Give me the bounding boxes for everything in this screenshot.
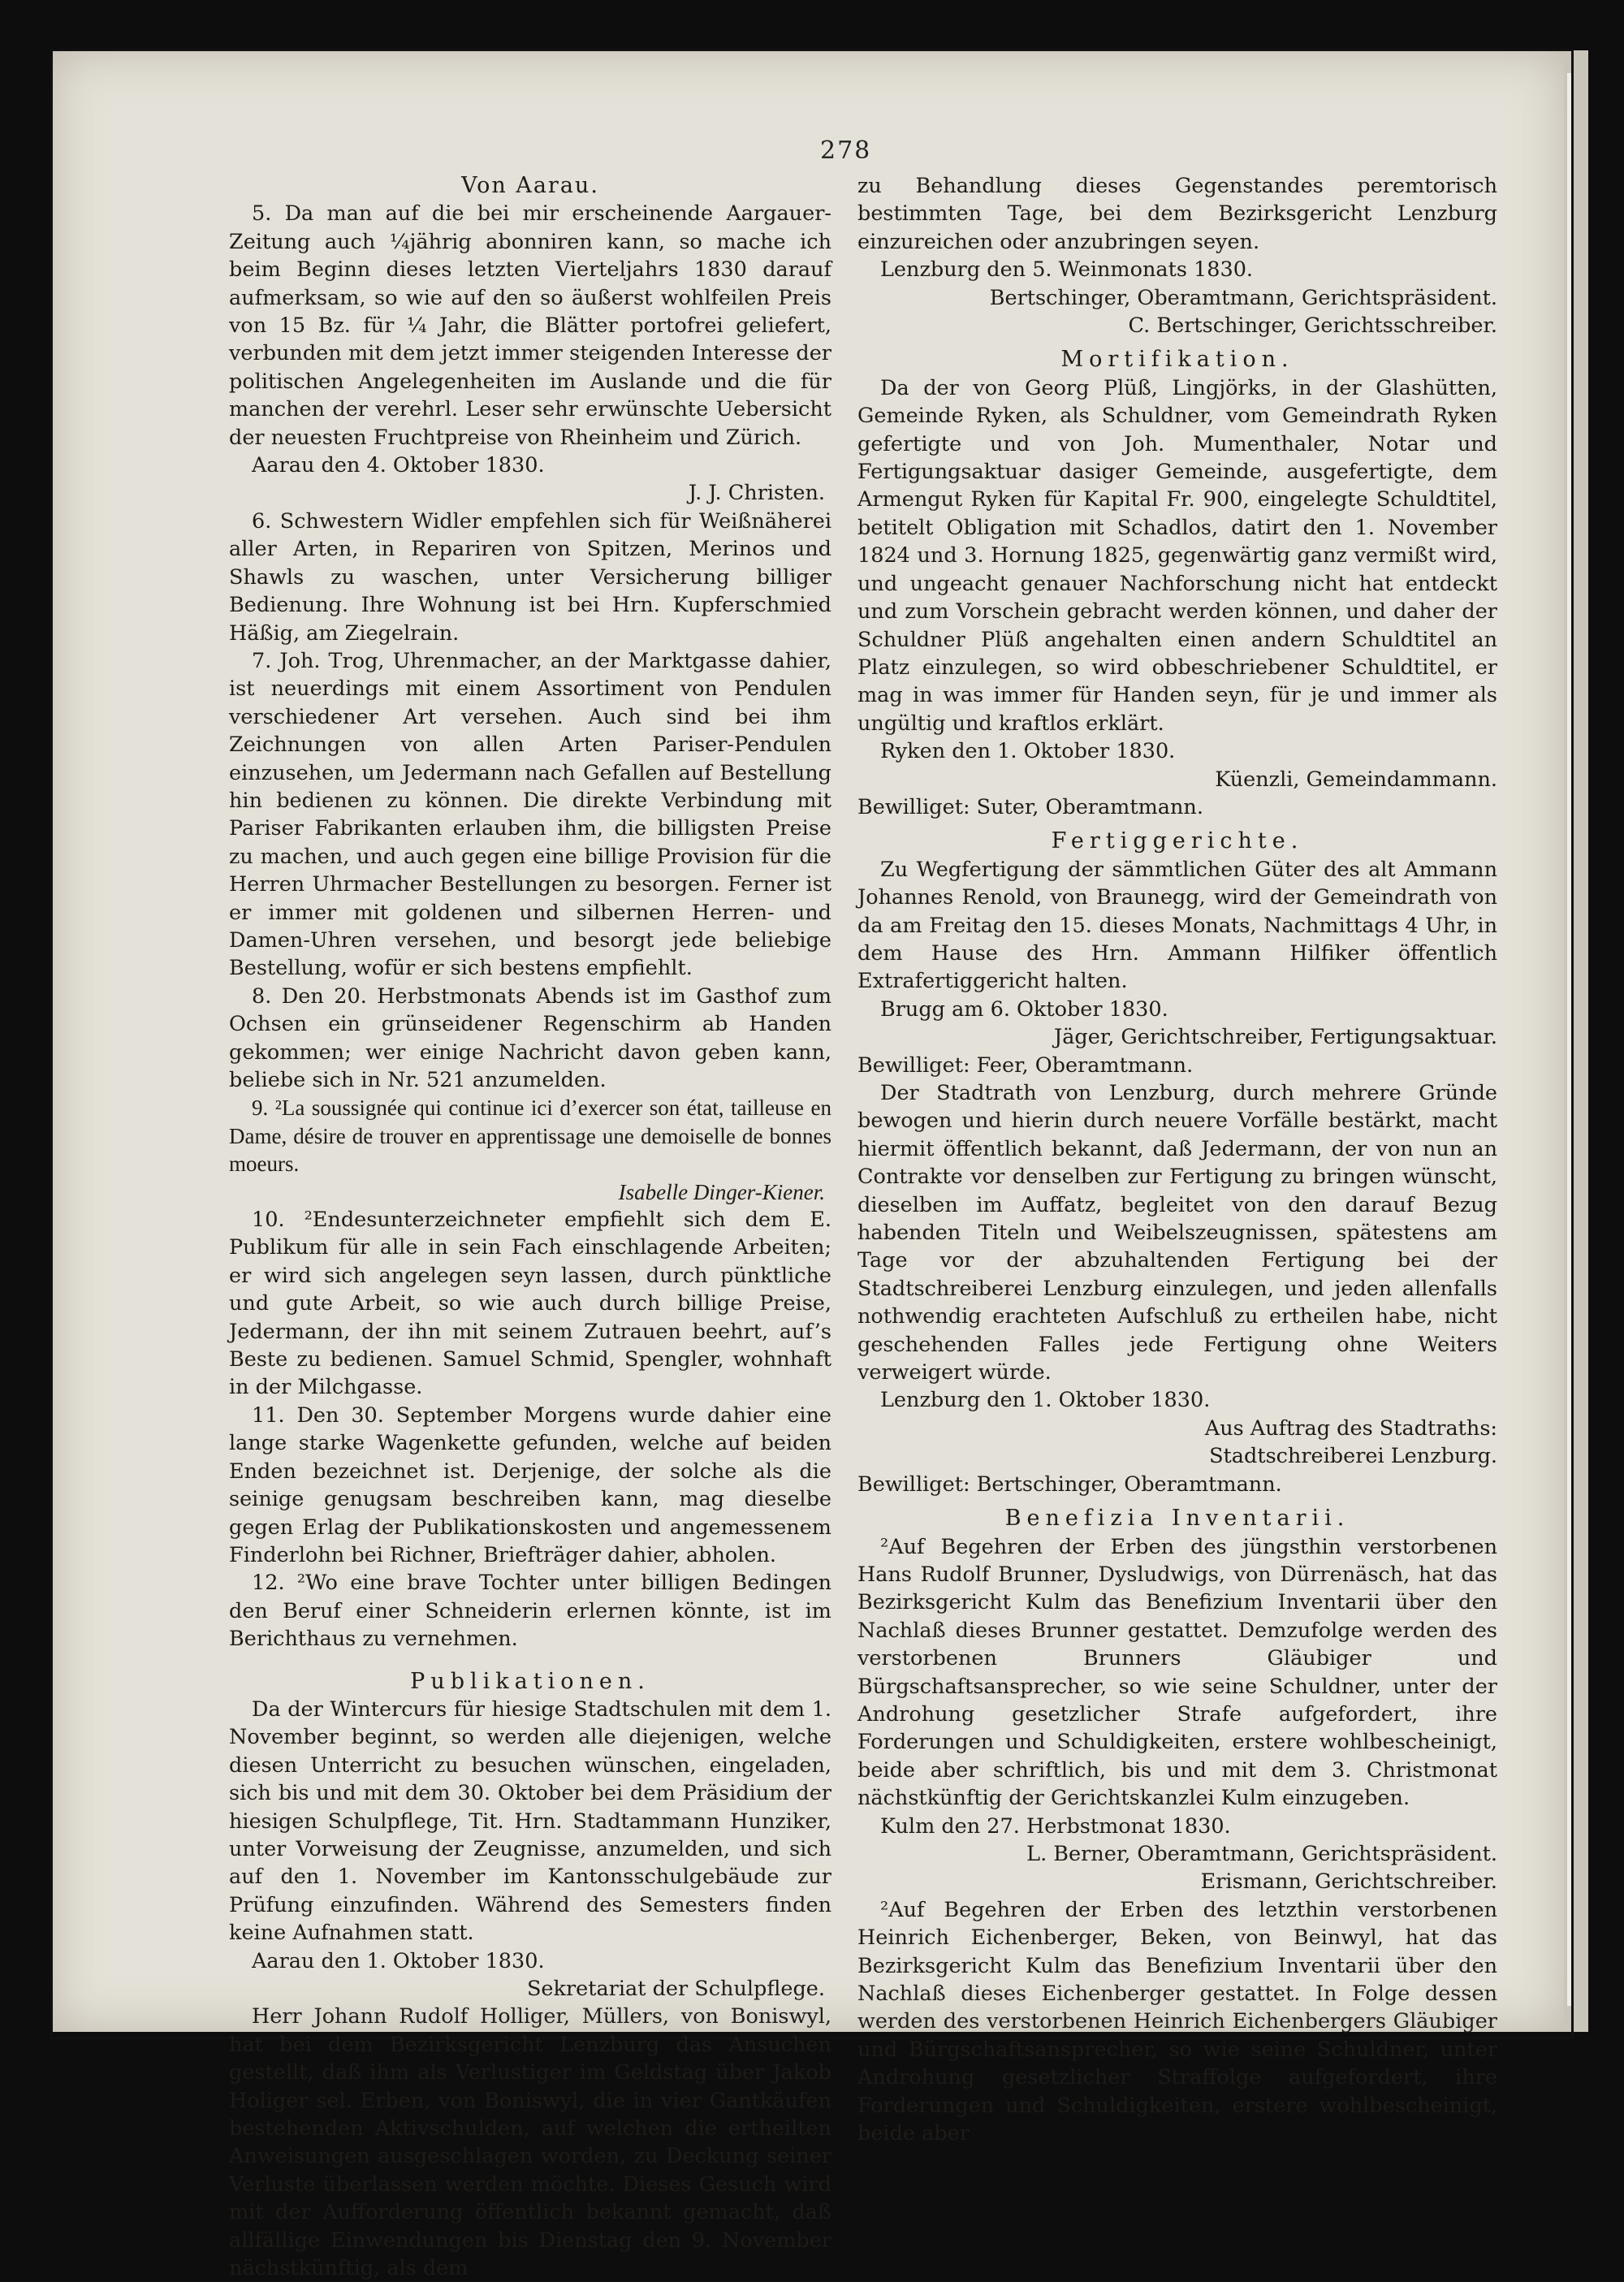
benefizium-brunner-signature-2: Erismann, Gerichtschreiber. <box>1200 1869 1497 1895</box>
fertiggericht-renold-date: Brugg am 6. Oktober 1830. <box>880 996 1168 1022</box>
notice-11: 11. Den 30. September Morgens wurde dahier eine lange starke Wagenkette gefunden, welche auf beiden Enden bezeichnet ist. Derjenige, der solche als die seinige genugsam beschreiben kann, mag dieselbe gegen Erlag der Publikationskosten und angemessenem Finderlohn bei Richner, Briefträger dahier, abholen. <box>229 1402 831 1567</box>
mortification-notice: Da der von Georg Plüß, Lingjörks, in der Glashütten, Gemeinde Ryken, als Schuldner, vom Gemeindrath Ryken gefertigte und von Joh. Mumenthaler, Notar und Fertigungsaktuar dasiger Gemeinde, ausgefertigte, dem Armengut Ryken für Kapital Fr. 900, eingelegte Schuldtitel, betitelt Obligation mit Schadlos, datirt den 1. November 1824 und 3. Hornung 1825, gegenwärtig ganz vermißt wird, und ungeacht genauer Nachforschung nicht hat entdeckt und zum Vorschein gebracht werden können, und daher der Schuldner Plüß angehalten einen andern Schuldtitel an Platz einzulegen, so wird obbeschriebener Schuldtitel, er mag in was immer für Handen seyn, für je und immer als ungültig und kraftlos erklärt. <box>857 375 1497 736</box>
publication-holliger-signature-1: Bertschinger, Oberamtmann, Gerichtspräsident. <box>989 285 1497 310</box>
fertiggericht-lenzburg-signature-2: Stadtschreiberei Lenzburg. <box>1209 1444 1497 1469</box>
fertiggericht-lenzburg: Der Stadtrath von Lenzburg, durch mehrere Gründe bewogen und hierin durch neuere Vorfälle bestärkt, macht hiermit öffentlich bekannt, daß Jedermann, der von nun an Contrakte vor denselben zur Fertigung zu bringen wünscht, dieselben im Auffatz, begleitet von den darauf Bezug habenden Titeln und Weibelszeugnissen, spätestens am Tage vor der abzuhaltenden Fertigung bei der Stadtschreiberei Lenzburg einzulegen, und jeden allenfalls nothwendig erachteten Aufschluß zu ertheilen habe, nicht geschehenden Falles jede Fertigung ohne Weiters verweigert würde. <box>857 1081 1497 1385</box>
fertiggericht-lenzburg-date: Lenzburg den 1. Oktober 1830. <box>880 1388 1211 1413</box>
fertiggericht-lenzburg-approval: Bewilliget: Bertschinger, Oberamtmann. <box>857 1472 1282 1497</box>
page-number: 278 <box>820 136 872 165</box>
section-title-fertiggerichte: Fertiggerichte. <box>1051 828 1304 854</box>
notice-12: 12. ²Wo eine brave Tochter unter billigen Bedingen den Beruf einer Schneiderin erlernen könnte, ist im Berichthaus zu vernehmen. <box>229 1571 831 1652</box>
publication-holliger-signature-2: C. Bertschinger, Gerichtsschreiber. <box>1128 313 1497 339</box>
section-title-benefizia: Benefizia Inventarii. <box>1004 1506 1350 1532</box>
notice-5-signature: J. J. Christen. <box>688 481 825 506</box>
benefizium-brunner: ²Auf Begehren der Erben des jüngsthin verstorbenen Hans Rudolf Brunner, Dysludwigs, von Dürrenäsch, hat das Bezirksgericht Kulm das Benefizium Inventarii über den Nachlaß dieses Brunner gestattet. Demzufolge werden des verstorbenen Brunners Gläubiger und Bürgschaftsansprecher, so wie seine Schuldner, unter der Androhung gesetzlicher Strafe aufgefordert, ihre Forderungen und Schuldigkeiten, erstere wohlbescheinigt, beide aber schriftlich, bis und mit dem 3. Christmonat nächstkünftig der Gerichtskanzlei Kulm einzugeben. <box>857 1534 1497 1811</box>
section-title-mortifikation: Mortifikation. <box>1060 347 1294 373</box>
benefizium-brunner-signature-1: L. Berner, Oberamtmann, Gerichtspräsident. <box>1026 1841 1497 1866</box>
publication-school-signature: Sekretariat der Schulpflege. <box>526 1977 825 2001</box>
left-column <box>229 172 831 2282</box>
notice-10: 10. ²Endesunterzeichneter empfiehlt sich dem E. Publikum für alle in sein Fach einschlagende Arbeiten; er wird sich angelegen seyn lassen, durch pünktliche und gute Arbeit, so wie auch durch billige Preise, Jedermann, der ihn mit seinem Zutrauen beehrt, auf’s Beste zu bedienen. Samuel Schmid, Spengler, wohnhaft in der Milchgasse. <box>229 1208 831 1400</box>
section-title-publikationen: Publikationen. <box>410 1668 650 1694</box>
publication-school: Da der Wintercurs für hiesige Stadtschulen mit dem 1. November beginnt, so werden alle diejenigen, welche diesen Unterricht zu besuchen wünschen, eingeladen, sich bis und mit dem 30. Oktober bei dem Präsidium der hiesigen Schulpflege, Tit. Hrn. Stadtammann Hunziker, unter Vorweisung der Zeugnisse, anzumelden, und sich auf den 1. November im Kantonsschulgebäude zur Prüfung einzufinden. Während des Semesters finden keine Aufnahmen statt. <box>229 1696 831 1946</box>
publication-holliger: Herr Johann Rudolf Holliger, Müllers, von Boniswyl, hat bei dem Bezirksgericht Lenzburg das Ansuchen gestellt, daß ihm als Verlustiger im Geldstag über Jakob Holiger sel. Erben, von Boniswyl, die in vier Gantkäufen bestehenden Aktivschulden, auf welchen die ertheilten Anweisungen ausgeschlagen worden, zu Deckung seiner Verluste überlassen werden möchte. Dieses Gesuch wird mit der Aufforderung öffentlich bekannt gemacht, daß allfällige Einwendungen bis Dienstag den 9. November nächstkünftig, als dem <box>229 2004 831 2281</box>
notice-9-signature: Isabelle Dinger-Kiener. <box>618 1179 825 1204</box>
mortification-approval: Bewilliget: Suter, Oberamtmann. <box>857 794 1203 819</box>
right-column <box>857 172 1497 2147</box>
fertiggericht-renold: Zu Wegfertigung der sämmtlichen Güter des alt Ammann Johannes Renold, von Braunegg, wird der Gemeindrath von da am Freitag den 15. dieses Monats, Nachmittags 4 Uhr, in dem Hause des Hrn. Ammann Hilfiker öffentlich Extrafertiggericht halten. <box>857 857 1497 994</box>
mortification-signature: Küenzli, Gemeindammann. <box>1215 767 1497 792</box>
notice-5-date: Aarau den 4. Oktober 1830. <box>252 453 545 478</box>
publication-school-date: Aarau den 1. Oktober 1830. <box>252 1948 545 1973</box>
section-title-aarau: Von Aarau. <box>461 173 599 198</box>
notice-6: 6. Schwestern Widler empfehlen sich für Weißnäherei aller Arten, in Repariren von Spitzen, Merinos und Shawls zu waschen, unter Versicherung billiger Bedienung. Ihre Wohnung ist bei Hrn. Kupferschmied Häßig, am Ziegelrain. <box>229 508 831 646</box>
page-fold <box>1567 73 1574 2006</box>
notice-7: 7. Joh. Trog, Uhrenmacher, an der Marktgasse dahier, ist neuerdings mit einem Assortiment von Pendulen verschiedener Art versehen. Auch sind bei ihm Zeichnungen von allen Arten Pariser-Pendulen einzusehen, um Jedermann nach Gefallen auf Bestellung hin bedienen zu können. Die direkte Verbindung mit Pariser Fabrikanten erlauben ihm, die billigsten Preise zu machen, und auch gegen eine billige Provision für die Herren Uhrmacher Bestellungen zu besorgen. Ferner ist er immer mit goldenen und silbernen Herren- und Damen-Uhren versehen, und besorgt jede beliebige Bestellung, wofür er sich bestens empfiehlt. <box>229 648 831 981</box>
publication-holliger-continued: zu Behandlung dieses Gegenstandes peremtorisch bestimmten Tage, bei dem Bezirksgericht Lenzburg einzureichen oder anzubringen seyen. <box>857 174 1497 254</box>
notice-8: 8. Den 20. Herbstmonats Abends ist im Gasthof zum Ochsen ein grünseidener Regenschirm ab Handen gekommen; wer einige Nachricht davon geben kann, beliebe sich in Nr. 521 anzumelden. <box>229 983 831 1092</box>
fertiggericht-lenzburg-signature-1: Aus Auftrag des Stadtraths: <box>1204 1415 1497 1441</box>
benefizium-brunner-date: Kulm den 27. Herbstmonat 1830. <box>880 1813 1231 1839</box>
publication-holliger-date: Lenzburg den 5. Weinmonats 1830. <box>880 257 1254 283</box>
benefizium-eichenberger: ²Auf Begehren der Erben des letzthin verstorbenen Heinrich Eichenberger, Beken, von Beinwyl, hat das Bezirksgericht Kulm das Benefizium Inventarii über den Nachlaß dieses Eichenberger gestattet. In Folge dessen werden des verstorbenen Heinrich Eichenbergers Gläubiger und Bürgschaftsansprecher, so wie seine Schuldner, unter Androhung gesetzlicher Straffolge aufgefordert, ihre Forderungen und Schuldigkeiten, erstere wohlbescheinigt, beide aber <box>857 1897 1497 2146</box>
notice-9: 9. ²La soussignée qui continue ici d’exercer son état, tailleuse en Dame, désire de trouver en apprentissage une demoiselle de bonnes moeurs. <box>229 1096 831 1177</box>
fertiggericht-renold-approval: Bewilliget: Feer, Oberamtmann. <box>857 1052 1194 1078</box>
notice-5: 5. Da man auf die bei mir erscheinende Aargauer-Zeitung auch ¼jährig abonniren kann, so mache ich beim Beginn dieses letzten Vierteljahrs 1830 darauf aufmerksam, so wie auf den so äußerst wohlfeilen Preis von 15 Bz. für ¼ Jahr, die Blätter portofrei geliefert, verbunden mit dem jetzt immer steigenden Interesse der politischen Angelegenheiten im Auslande und die für manchen der verehrl. Leser sehr erwünschte Uebersicht der neuesten Fruchtpreise von Rheinheim und Zürich. <box>229 201 831 450</box>
fertiggericht-renold-signature: Jäger, Gerichtschreiber, Fertigungsaktuar. <box>1053 1025 1497 1050</box>
mortification-date: Ryken den 1. Oktober 1830. <box>880 739 1176 764</box>
